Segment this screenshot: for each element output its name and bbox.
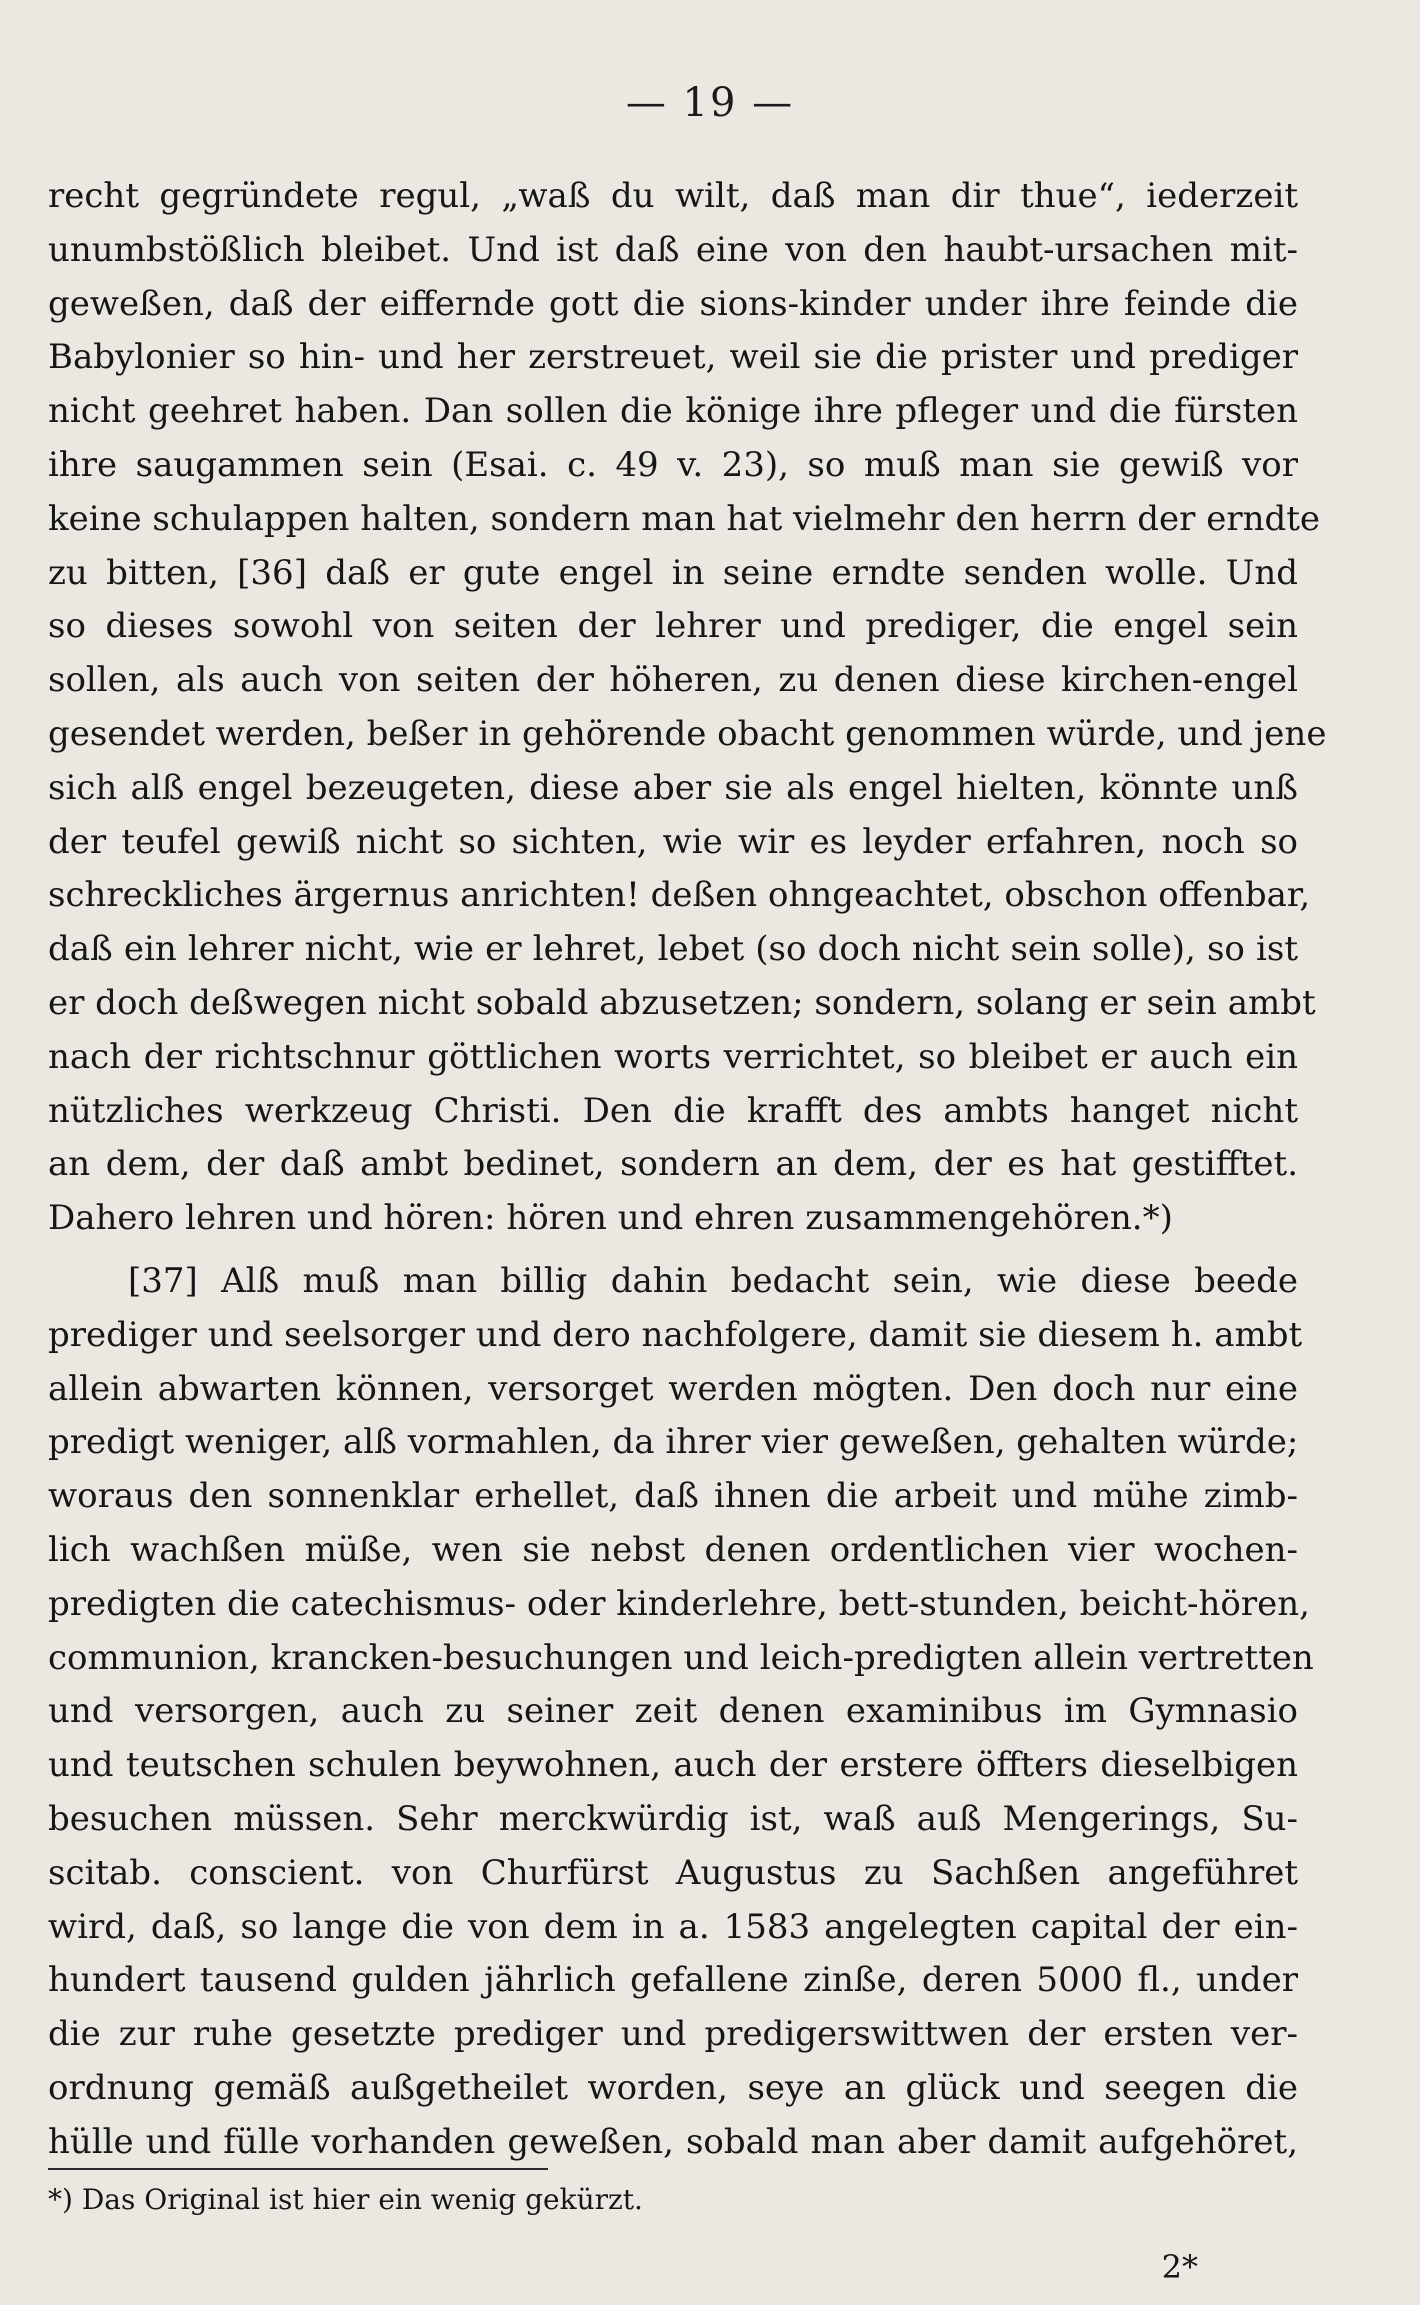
text-line: nützliches werkzeug Christi. Den die krafft des ambts hanget nicht <box>48 1090 1298 1131</box>
text-line: communion, krancken-besuchungen und leich-predigten allein vertretten <box>48 1637 1314 1678</box>
text-line: an dem, der daß ambt bedinet, sondern an dem, der es hat gestifftet. <box>48 1144 1298 1185</box>
text-line: besuchen müssen. Sehr merckwürdig ist, waß auß Mengerings, Su- <box>48 1798 1298 1839</box>
text-line: der teufel gewiß nicht so sichten, wie wir es leyder erfahren, noch so <box>48 821 1298 862</box>
text-line: recht gegründete regul, „waß du wilt, daß man dir thue“, iederzeit <box>48 176 1298 216</box>
text-line: er doch deßwegen nicht sobald abzusetzen; sondern, solang er sein ambt <box>48 982 1316 1023</box>
text-line: zu bitten, [36] daß er gute engel in seine erndte senden wolle. Und <box>48 552 1298 593</box>
text-line: unumbstößlich bleibet. Und ist daß eine von den haubt-ursachen mit- <box>48 229 1298 270</box>
text-line: so dieses sowohl von seiten der lehrer und prediger, die engel sein <box>48 606 1298 647</box>
text-line: Dahero lehren und hören: hören und ehren zusammengehören.*) <box>48 1198 1173 1239</box>
text-line: [37] Alß muß man billig dahin bedacht sein, wie diese beede <box>128 1260 1298 1301</box>
footnote-rule <box>48 2168 548 2170</box>
text-line: allein abwarten können, versorget werden mögten. Den doch nur eine <box>48 1368 1298 1409</box>
text-line: und teutschen schulen beywohnen, auch der erstere öffters dieselbigen <box>48 1745 1298 1786</box>
body-text <box>48 170 1327 2169</box>
text-line: gesendet werden, beßer in gehörende obacht genommen würde, und jene <box>48 713 1327 754</box>
text-line: hundert tausend gulden jährlich gefallene zinße, deren 5000 fl., under <box>48 1960 1298 2001</box>
text-line: woraus den sonnenklar erhellet, daß ihnen die arbeit und mühe zimb- <box>48 1476 1298 1517</box>
text-line: keine schulappen halten, sondern man hat vielmehr den herrn der erndte <box>48 498 1321 539</box>
text-line: nicht geehret haben. Dan sollen die könige ihre pfleger und die fürsten <box>48 391 1298 432</box>
text-line: prediger und seelsorger und dero nachfolgere, damit sie diesem h. ambt <box>48 1314 1303 1355</box>
text-line: schreckliches ärgernus anrichten! deßen ohngeachtet, obschon offenbar, <box>48 875 1311 916</box>
paragraph-gap <box>48 1246 1298 1255</box>
text-line: und versorgen, auch zu seiner zeit denen examinibus im Gymnasio <box>48 1691 1298 1732</box>
text-line: daß ein lehrer nicht, wie er lehret, lebet (so doch nicht sein solle), so ist <box>48 929 1298 970</box>
text-line: geweßen, daß der eiffernde gott die sions-kinder under ihre feinde die <box>48 283 1298 324</box>
text-line: lich wachßen müße, wen sie nebst denen ordentlichen vier wochen- <box>48 1529 1298 1570</box>
paragraph-2 <box>48 1255 1314 2170</box>
signature-mark: 2* <box>1161 2248 1198 2286</box>
text-line: Babylonier so hin- und her zerstreuet, weil sie die prister und prediger <box>48 337 1298 378</box>
text-line: die zur ruhe gesetzte prediger und predigerswittwen der ersten ver- <box>48 2014 1298 2055</box>
text-line: ordnung gemäß außgetheilet worden, seye an glück und seegen die <box>48 2067 1298 2108</box>
text-line: ihre saugammen sein (Esai. c. 49 v. 23), so muß man sie gewiß vor <box>48 444 1298 485</box>
footnote: *) Das Original ist hier ein wenig gekürzt. <box>48 2183 643 2216</box>
text-line: predigt weniger, alß vormahlen, da ihrer vier geweßen, gehalten würde; <box>48 1422 1299 1463</box>
text-line: wird, daß, so lange die von dem in a. 1583 angelegten capital der ein- <box>48 1906 1298 1947</box>
text-line: sich alß engel bezeugeten, diese aber sie als engel hielten, könnte unß <box>48 767 1298 808</box>
text-line: nach der richtschnur göttlichen worts verrichtet, so bleibet er auch ein <box>48 1036 1298 1077</box>
text-line: sollen, als auch von seiten der höheren, zu denen diese kirchen-engel <box>48 660 1298 701</box>
text-line: hülle und fülle vorhanden geweßen, sobald man aber damit aufgehöret, <box>48 2121 1298 2162</box>
page-number: — 19 — <box>625 80 795 126</box>
text-line: scitab. conscient. von Churfürst Augustus zu Sachßen angeführet <box>48 1852 1298 1893</box>
text-line: predigten die catechismus- oder kinderlehre, bett-stunden, beicht-hören, <box>48 1583 1310 1624</box>
paragraph-1 <box>48 170 1327 1246</box>
